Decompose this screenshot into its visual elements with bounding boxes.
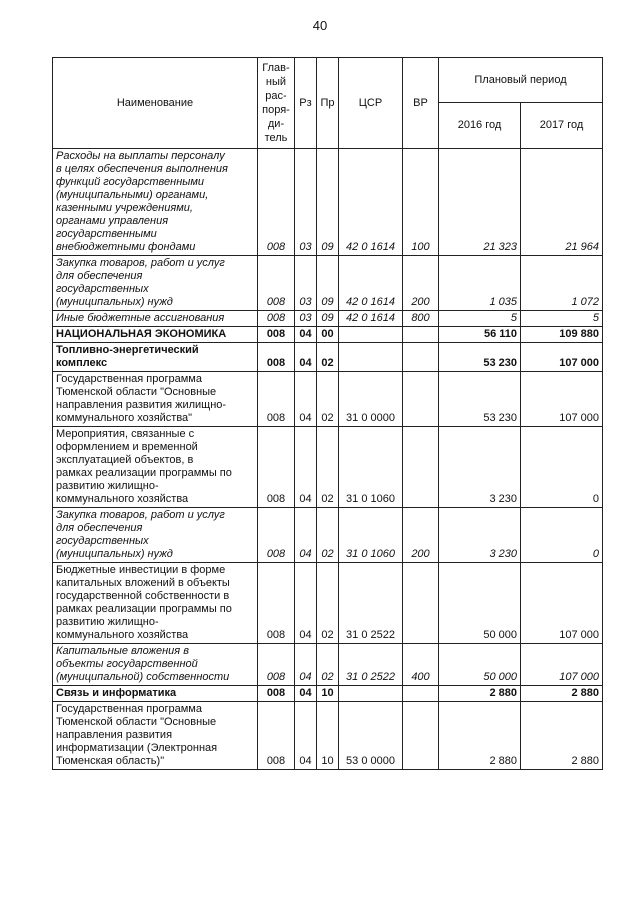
col-header-rz: Рз	[295, 58, 317, 149]
col-header-2016: 2016 год	[439, 103, 521, 149]
row-glav: 008	[258, 311, 295, 327]
row-vr: 200	[403, 508, 439, 563]
row-csr: 31 0 2522	[339, 563, 403, 644]
row-rz: 04	[295, 508, 317, 563]
row-csr: 42 0 1614	[339, 311, 403, 327]
row-pr: 02	[317, 372, 339, 427]
table-row	[53, 256, 603, 311]
col-header-2017: 2017 год	[521, 103, 603, 149]
row-vr	[403, 327, 439, 343]
row-value-2017: 107 000	[521, 644, 603, 686]
table-row	[53, 327, 603, 343]
row-rz: 03	[295, 149, 317, 256]
row-name: Связь и информатика	[53, 686, 258, 702]
row-value-2016: 53 230	[439, 372, 521, 427]
row-value-2017: 109 880	[521, 327, 603, 343]
row-name: Бюджетные инвестиции в форме капитальных вложений в объекты государственной собственности в рамках реализации программы по развитию жилищно- коммунального хозяйства	[53, 563, 258, 644]
row-rz: 03	[295, 256, 317, 311]
row-rz: 04	[295, 372, 317, 427]
row-name: Закупка товаров, работ и услуг для обеспечения государственных (муниципальных) нужд	[53, 256, 258, 311]
col-header-csr: ЦСР	[339, 58, 403, 149]
row-value-2016: 5	[439, 311, 521, 327]
col-header-glav: Глав- ный рас- поря- ди- тель	[258, 58, 295, 149]
row-name: НАЦИОНАЛЬНАЯ ЭКОНОМИКА	[53, 327, 258, 343]
col-header-name: Наименование	[53, 58, 258, 149]
row-rz: 04	[295, 644, 317, 686]
row-name: Государственная программа Тюменской области "Основные направления развития информатизации (Электронная Тюменская область)"	[53, 702, 258, 770]
row-value-2016: 56 110	[439, 327, 521, 343]
row-name: Капитальные вложения в объекты государственной (муниципальной) собственности	[53, 644, 258, 686]
row-value-2016: 50 000	[439, 563, 521, 644]
row-csr: 31 0 1060	[339, 508, 403, 563]
row-pr: 02	[317, 508, 339, 563]
row-csr: 42 0 1614	[339, 149, 403, 256]
table-row	[53, 372, 603, 427]
table-row	[53, 686, 603, 702]
row-glav: 008	[258, 563, 295, 644]
row-pr: 00	[317, 327, 339, 343]
row-value-2016: 2 880	[439, 702, 521, 770]
row-value-2017: 107 000	[521, 343, 603, 372]
row-csr	[339, 327, 403, 343]
page-number: 40	[312, 18, 328, 33]
row-value-2016: 50 000	[439, 644, 521, 686]
row-csr	[339, 343, 403, 372]
row-value-2016: 2 880	[439, 686, 521, 702]
col-header-vr: ВР	[403, 58, 439, 149]
row-vr: 200	[403, 256, 439, 311]
row-rz: 04	[295, 686, 317, 702]
col-header-period: Плановый период	[439, 58, 603, 103]
row-glav: 008	[258, 427, 295, 508]
row-name: Мероприятия, связанные с оформлением и временной эксплуатацией объектов, в рамках реализации программы по развитию жилищно- коммунального хозяйства	[53, 427, 258, 508]
row-glav: 008	[258, 508, 295, 563]
row-pr: 02	[317, 563, 339, 644]
row-name: Топливно-энергетический комплекс	[53, 343, 258, 372]
row-pr: 10	[317, 702, 339, 770]
row-vr	[403, 686, 439, 702]
row-value-2016: 3 230	[439, 508, 521, 563]
row-value-2016: 1 035	[439, 256, 521, 311]
row-pr: 02	[317, 644, 339, 686]
table-row	[53, 311, 603, 327]
row-value-2017: 0	[521, 508, 603, 563]
row-pr: 02	[317, 343, 339, 372]
row-value-2017: 5	[521, 311, 603, 327]
row-rz: 04	[295, 427, 317, 508]
row-vr	[403, 563, 439, 644]
table-row	[53, 149, 603, 256]
row-name: Иные бюджетные ассигнования	[53, 311, 258, 327]
table-row	[53, 563, 603, 644]
table-row	[53, 343, 603, 372]
row-csr: 31 0 1060	[339, 427, 403, 508]
row-value-2017: 107 000	[521, 563, 603, 644]
row-value-2017: 107 000	[521, 372, 603, 427]
row-pr: 10	[317, 686, 339, 702]
row-value-2016: 3 230	[439, 427, 521, 508]
row-value-2017: 0	[521, 427, 603, 508]
row-glav: 008	[258, 256, 295, 311]
row-pr: 09	[317, 311, 339, 327]
row-vr: 800	[403, 311, 439, 327]
row-pr: 09	[317, 256, 339, 311]
row-value-2017: 2 880	[521, 702, 603, 770]
row-glav: 008	[258, 644, 295, 686]
row-name: Закупка товаров, работ и услуг для обеспечения государственных (муниципальных) нужд	[53, 508, 258, 563]
row-pr: 02	[317, 427, 339, 508]
table-row	[53, 508, 603, 563]
row-glav: 008	[258, 343, 295, 372]
row-value-2016: 53 230	[439, 343, 521, 372]
row-glav: 008	[258, 372, 295, 427]
row-value-2017: 21 964	[521, 149, 603, 256]
row-rz: 04	[295, 327, 317, 343]
row-rz: 03	[295, 311, 317, 327]
table-row	[53, 702, 603, 770]
table-row	[53, 644, 603, 686]
row-csr: 42 0 1614	[339, 256, 403, 311]
row-rz: 04	[295, 343, 317, 372]
row-vr: 100	[403, 149, 439, 256]
col-header-pr: Пр	[317, 58, 339, 149]
row-csr: 31 0 2522	[339, 644, 403, 686]
row-glav: 008	[258, 149, 295, 256]
row-vr	[403, 427, 439, 508]
row-pr: 09	[317, 149, 339, 256]
row-vr: 400	[403, 644, 439, 686]
row-value-2016: 21 323	[439, 149, 521, 256]
row-glav: 008	[258, 686, 295, 702]
row-vr	[403, 702, 439, 770]
row-vr	[403, 343, 439, 372]
row-name: Государственная программа Тюменской области "Основные направления развития жилищно- коммунального хозяйства"	[53, 372, 258, 427]
row-glav: 008	[258, 702, 295, 770]
row-vr	[403, 372, 439, 427]
row-rz: 04	[295, 563, 317, 644]
table-row	[53, 427, 603, 508]
row-rz: 04	[295, 702, 317, 770]
row-csr: 31 0 0000	[339, 372, 403, 427]
row-csr: 53 0 0000	[339, 702, 403, 770]
row-value-2017: 1 072	[521, 256, 603, 311]
row-name: Расходы на выплаты персоналу в целях обеспечения выполнения функций государственными (муниципальными) органами, казенными учреждениями, органами управления государственными внебюджетными фондами	[53, 149, 258, 256]
row-glav: 008	[258, 327, 295, 343]
budget-table	[52, 57, 603, 770]
row-csr	[339, 686, 403, 702]
row-value-2017: 2 880	[521, 686, 603, 702]
